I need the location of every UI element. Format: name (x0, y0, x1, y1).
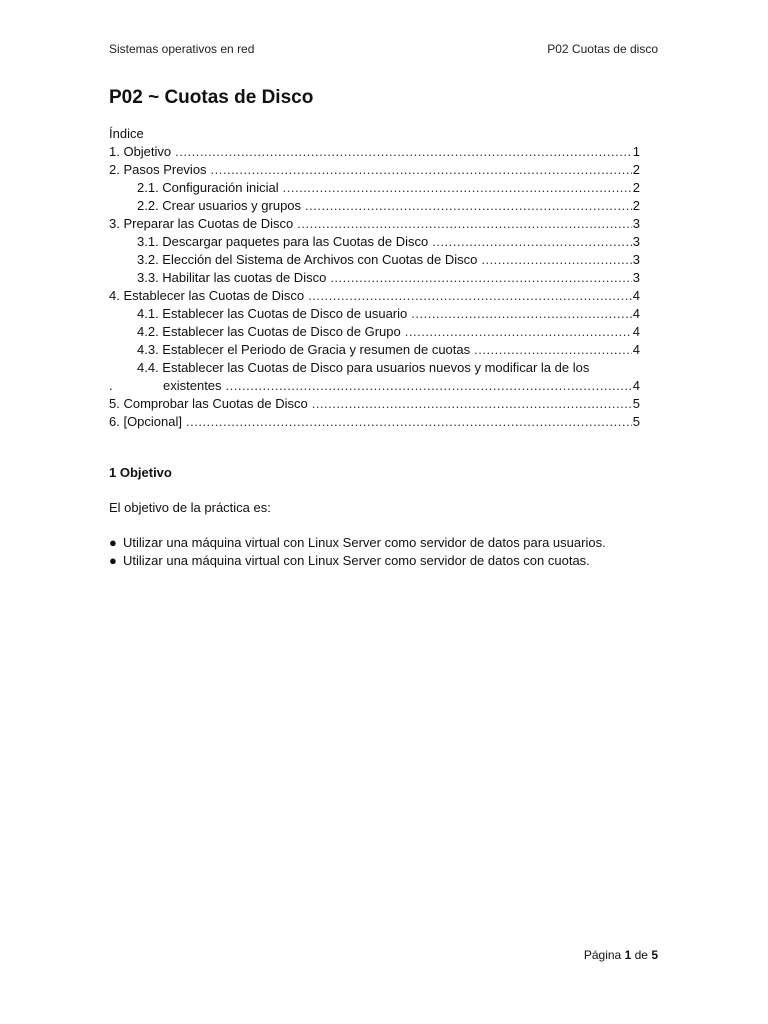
toc-leader (297, 215, 632, 233)
toc-entry-text: 2.1. Configuración inicial (137, 180, 279, 195)
toc-leader (305, 197, 632, 215)
toc-entry-page: 3 (632, 270, 640, 285)
section-intro: El objetivo de la práctica es: (109, 500, 271, 515)
toc-leader (283, 179, 632, 197)
toc-leader (481, 251, 631, 269)
toc-entry-page: 5 (632, 414, 640, 429)
toc-entry-text: 3. Preparar las Cuotas de Disco (109, 216, 294, 231)
toc-entry[interactable] (109, 143, 640, 161)
toc-entry[interactable] (109, 341, 640, 359)
toc-entry-page: 3 (632, 234, 640, 249)
toc-entry[interactable] (109, 359, 640, 377)
toc-leader (175, 143, 632, 161)
bullet-icon: ● (109, 553, 117, 568)
toc-entry-page: 1 (632, 144, 640, 159)
toc-leader (432, 233, 632, 251)
bullet-list (109, 534, 669, 570)
toc-entry-text: 3.1. Descargar paquetes para las Cuotas de Disco (137, 234, 429, 249)
toc-entry[interactable] (109, 161, 640, 179)
toc-entry-continuation[interactable] (109, 377, 640, 395)
toc-entry-text: existentes (163, 378, 222, 393)
toc-entry[interactable] (109, 197, 640, 215)
toc-entry-text: 3.2. Elección del Sistema de Archivos con Cuotas de Disco (137, 252, 478, 267)
list-item (109, 534, 669, 552)
toc-entry-text: 4.3. Establecer el Periodo de Gracia y resumen de cuotas (137, 342, 471, 357)
header-left: Sistemas operativos en red (109, 42, 255, 56)
page-label: Página (583, 948, 622, 962)
toc-leader (474, 341, 632, 359)
toc-entry-text: 2.2. Crear usuarios y grupos (137, 198, 302, 213)
toc-leader (226, 377, 632, 395)
list-item-text: Utilizar una máquina virtual con Linux Server como servidor de datos con cuotas. (123, 553, 590, 568)
list-item (109, 552, 669, 570)
toc-entry-page: 4 (632, 306, 640, 321)
header-right: P02 Cuotas de disco (547, 42, 658, 56)
toc-entry-page: 2 (632, 162, 640, 177)
toc-entry[interactable] (109, 215, 640, 233)
toc-leader (312, 395, 632, 413)
toc-entry-text: 4.4. Establecer las Cuotas de Disco para usuarios nuevos y modificar la de los (137, 360, 590, 375)
section-heading: 1 Objetivo (109, 465, 172, 480)
toc-entry-page: 5 (632, 396, 640, 411)
toc-entry[interactable] (109, 413, 640, 431)
page-of: de (634, 948, 648, 962)
toc-leader (411, 305, 632, 323)
toc-entry-text: 1. Objetivo (109, 144, 172, 159)
total-pages: 5 (651, 948, 658, 962)
toc-entry-page: 3 (632, 216, 640, 231)
document-title: P02 ~ Cuotas de Disco (109, 87, 314, 108)
bullet-icon: ● (109, 535, 117, 550)
toc-entry-page: 4 (632, 378, 640, 393)
toc-entry-page: 4 (632, 288, 640, 303)
toc-entry[interactable] (109, 269, 640, 287)
toc-entry[interactable] (109, 233, 640, 251)
toc-entry[interactable] (109, 179, 640, 197)
toc-entry-text: 4.1. Establecer las Cuotas de Disco de usuario (137, 306, 408, 321)
toc-leader (186, 413, 632, 431)
toc-entry-text: 4. Establecer las Cuotas de Disco (109, 288, 305, 303)
page-number (584, 948, 658, 962)
toc-leader (405, 323, 632, 341)
toc-entry[interactable] (109, 305, 640, 323)
list-item-text: Utilizar una máquina virtual con Linux Server como servidor de datos para usuarios. (123, 535, 606, 550)
toc-entry-page: 2 (632, 180, 640, 195)
toc-entry-page: 3 (632, 252, 640, 267)
current-page: 1 (624, 948, 632, 962)
running-header (109, 42, 658, 56)
toc-entry[interactable] (109, 251, 640, 269)
table-of-contents (109, 125, 640, 431)
toc-entry-text: 6. [Opcional] (109, 414, 182, 429)
toc-entry-page: 4 (632, 324, 640, 339)
toc-entry-page: 4 (632, 342, 640, 357)
toc-entry[interactable] (109, 323, 640, 341)
toc-entry[interactable] (109, 395, 640, 413)
toc-entry-text: 5. Comprobar las Cuotas de Disco (109, 396, 308, 411)
section-objetivo (109, 464, 669, 570)
toc-leader (211, 161, 632, 179)
toc-leader (308, 287, 632, 305)
toc-heading: Índice (109, 126, 144, 141)
toc-entry[interactable] (109, 287, 640, 305)
toc-entry-text: 3.3. Habilitar las cuotas de Disco (137, 270, 327, 285)
toc-entry-marker: . (109, 378, 113, 393)
toc-leader (330, 269, 631, 287)
toc-entry-page: 2 (632, 198, 640, 213)
toc-entry-text: 4.2. Establecer las Cuotas de Disco de Grupo (137, 324, 401, 339)
toc-entry-text: 2. Pasos Previos (109, 162, 207, 177)
